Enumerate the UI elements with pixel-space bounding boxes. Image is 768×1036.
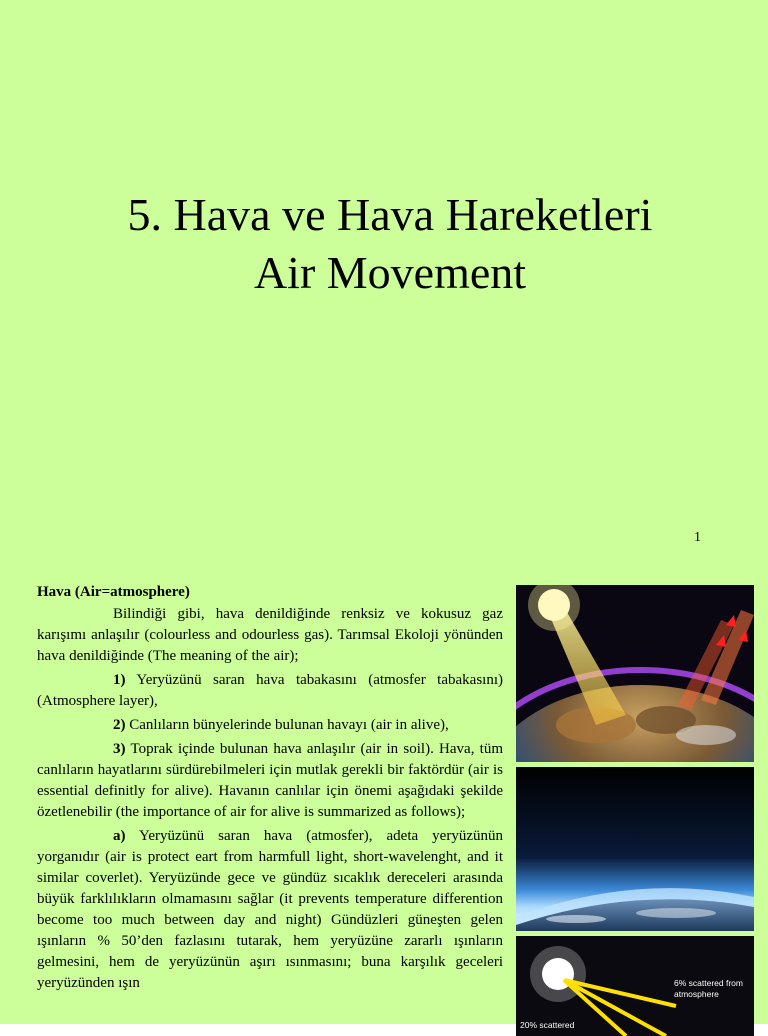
atmosphere-limb-image (516, 767, 754, 931)
diagram-label: atmosphere (674, 989, 719, 999)
earth-sunlight-image (516, 585, 754, 762)
list-item (37, 715, 503, 736)
text-column (37, 582, 503, 994)
item-number: 3) (113, 741, 126, 757)
title-line-2: Air Movement (253, 247, 527, 298)
radiation-diagram-image (516, 936, 754, 1036)
item-number: a) (113, 828, 126, 844)
section-heading: Hava (Air=atmosphere) (37, 584, 190, 600)
list-item (37, 739, 503, 823)
diagram-label: 20% scattered (520, 1020, 575, 1030)
list-item (37, 826, 503, 994)
item-text: Yeryüzünü saran hava tabakasını (atmosfer tabakasını)(Atmosphere layer), (37, 672, 503, 709)
item-text: Canlıların bünyelerinde bulunan havayı (air in alive), (129, 717, 449, 733)
item-text: Yeryüzünü saran hava (atmosfer), adeta yeryüzünün yorganıdır (air is protect eart from harmfull light, short-wavelenght, and it similar coverlet). Yeryüzünde gece ve gündüz sıcaklık dereceleri arasında büyük farklılıkların olmamasını sağlar (it prevents temperature differention become too much between day and night) Gündüzleri güneşten gelen ışınların % 50’den fazlasını tutarak, hem yeryüzüne zararlı ışınların gelmesini, hem de yeryüzünün aşırı ısınmasını; buna karşılık geceleri yeryüzünden ışın (37, 828, 503, 991)
item-text: Toprak içinde bulunan hava anlaşılır (air in soil). Hava, tüm canlıların hayatlarını sürdürebilmeleri için mutlak gerekli bir faktördür (air is essential definitly for alive). Havanın canlılar için önemi aşağıdaki şekilde özetlenebilir (the importance of air for alive is summarized as follows); (37, 741, 504, 820)
page-number: 1 (694, 530, 701, 545)
item-number: 1) (113, 672, 126, 688)
diagram-label: 6% scattered from (674, 978, 743, 988)
intro-paragraph: Bilindiği gibi, hava denildiğinde renksiz ve kokusuz gaz karışımı anlaşılır (colourless and odourless gas). Tarımsal Ekoloji yönünden hava denildiğinde (The meaning of the air); (37, 606, 503, 664)
item-number: 2) (113, 717, 126, 733)
slide-title (0, 186, 768, 302)
content-page (0, 562, 768, 1030)
title-line-1: 5. Hava ve Hava Hareketleri (127, 189, 653, 240)
list-item (37, 670, 503, 712)
